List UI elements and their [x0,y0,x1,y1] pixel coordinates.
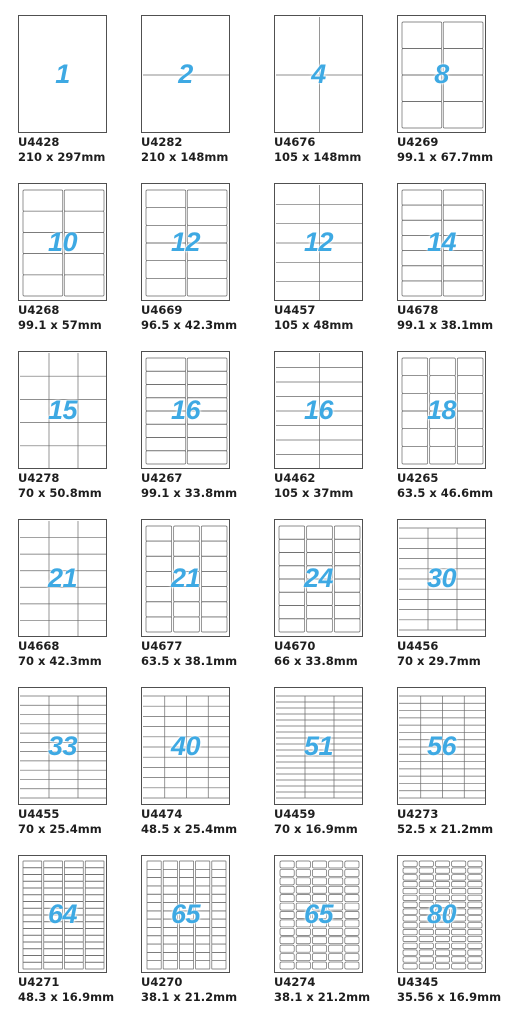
sheet-preview [274,855,363,973]
labels-per-sheet-count: 30 [426,562,457,593]
product-code: U4457 [274,303,316,317]
label-sheet-card[interactable] [16,687,136,855]
product-code: U4676 [274,135,316,149]
label-sheet-card[interactable] [395,351,515,519]
sheet-preview [397,15,486,133]
product-code: U4668 [18,639,60,653]
labels-per-sheet-count: 24 [303,562,334,593]
label-dimensions: 48.5 x 25.4mm [141,822,238,836]
sheet-preview [274,687,363,805]
label-dimensions: 105 x 148mm [274,150,362,164]
labels-per-sheet-count: 14 [426,226,457,257]
label-dimensions: 105 x 48mm [274,318,354,332]
labels-per-sheet-count: 10 [47,226,78,257]
product-code: U4267 [141,471,183,485]
label-dimensions: 48.3 x 16.9mm [18,990,115,1004]
sheet-preview [18,519,107,637]
product-code: U4345 [397,975,439,989]
sheet-preview [397,855,486,973]
labels-per-sheet-count: 12 [303,226,334,257]
label-sheet-card[interactable] [16,519,136,687]
product-code: U4459 [274,807,316,821]
label-dimensions: 210 x 297mm [18,150,106,164]
labels-per-sheet-count: 21 [170,562,201,593]
label-dimensions: 70 x 50.8mm [18,486,102,500]
sheet-preview [18,15,107,133]
label-dimensions: 38.1 x 21.2mm [274,990,371,1004]
labels-per-sheet-count: 80 [426,898,457,929]
sheet-preview [141,351,230,469]
product-code: U4268 [18,303,60,317]
label-sheet-card[interactable] [395,519,515,687]
sheet-preview [18,855,107,973]
product-code: U4455 [18,807,60,821]
sheet-preview [18,351,107,469]
sheet-preview [141,183,230,301]
labels-per-sheet-count: 51 [303,730,334,761]
product-code: U4274 [274,975,316,989]
sheet-preview [397,351,486,469]
label-sheet-card[interactable] [272,15,392,183]
product-code: U4677 [141,639,183,653]
label-dimensions: 99.1 x 57mm [18,318,102,332]
label-sheet-card[interactable] [395,855,515,1023]
labels-per-sheet-count: 16 [170,394,201,425]
label-sheet-card[interactable] [139,855,259,1023]
labels-per-sheet-count: 15 [47,394,78,425]
labels-per-sheet-count: 56 [426,730,457,761]
sheet-preview [397,183,486,301]
sheet-preview [141,15,230,133]
label-dimensions: 63.5 x 38.1mm [141,654,238,668]
product-code: U4265 [397,471,439,485]
label-sheet-card[interactable] [395,15,515,183]
product-code: U4670 [274,639,316,653]
sheet-preview [141,519,230,637]
label-sheet-card[interactable] [16,183,136,351]
labels-per-sheet-count: 65 [303,898,334,929]
labels-per-sheet-count: 2 [178,58,193,89]
label-dimensions: 70 x 42.3mm [18,654,102,668]
product-code: U4271 [18,975,60,989]
sheet-preview [18,183,107,301]
sheet-preview [397,687,486,805]
labels-per-sheet-count: 64 [47,898,78,929]
labels-per-sheet-count: 8 [434,58,449,89]
label-dimensions: 105 x 37mm [274,486,354,500]
label-sheet-card[interactable] [139,519,259,687]
product-code: U4273 [397,807,439,821]
sheet-preview [274,15,363,133]
label-sheet-card[interactable] [139,183,259,351]
product-code: U4278 [18,471,60,485]
sheet-preview [141,687,230,805]
labels-per-sheet-count: 40 [170,730,201,761]
labels-per-sheet-count: 33 [47,730,78,761]
product-code: U4270 [141,975,183,989]
label-sheet-card[interactable] [395,687,515,855]
product-code: U4428 [18,135,60,149]
label-dimensions: 38.1 x 21.2mm [141,990,238,1004]
product-code: U4474 [141,807,183,821]
label-sheet-card[interactable] [139,351,259,519]
label-dimensions: 35.56 x 16.9mm [397,990,502,1004]
labels-per-sheet-count: 21 [47,562,78,593]
product-code: U4456 [397,639,439,653]
sheet-preview [274,351,363,469]
label-dimensions: 70 x 25.4mm [18,822,102,836]
sheet-preview [18,687,107,805]
labels-per-sheet-count: 18 [426,394,457,425]
label-dimensions: 96.5 x 42.3mm [141,318,238,332]
label-sheet-card[interactable] [272,687,392,855]
label-dimensions: 210 x 148mm [141,150,229,164]
label-sheet-card[interactable] [272,351,392,519]
labels-per-sheet-count: 4 [311,58,326,89]
label-sheet-card[interactable] [272,519,392,687]
label-sheet-card[interactable] [16,855,136,1023]
label-sheet-card[interactable] [16,351,136,519]
product-code: U4282 [141,135,183,149]
labels-per-sheet-count: 1 [55,58,70,89]
product-code: U4669 [141,303,183,317]
label-sheet-card[interactable] [395,183,515,351]
sheet-preview [274,183,363,301]
product-code: U4678 [397,303,439,317]
label-dimensions: 66 x 33.8mm [274,654,358,668]
label-sheet-card[interactable] [272,183,392,351]
label-dimensions: 99.1 x 38.1mm [397,318,494,332]
label-dimensions: 70 x 29.7mm [397,654,481,668]
labels-per-sheet-count: 16 [303,394,334,425]
label-dimensions: 70 x 16.9mm [274,822,358,836]
label-dimensions: 52.5 x 21.2mm [397,822,494,836]
label-dimensions: 63.5 x 46.6mm [397,486,494,500]
product-code: U4269 [397,135,439,149]
sheet-preview [141,855,230,973]
label-dimensions: 99.1 x 67.7mm [397,150,494,164]
label-sheet-card[interactable] [139,687,259,855]
label-sheet-card[interactable] [272,855,392,1023]
sheet-preview [397,519,486,637]
label-sheet-card[interactable] [16,15,136,183]
labels-per-sheet-count: 12 [170,226,201,257]
label-dimensions: 99.1 x 33.8mm [141,486,238,500]
labels-per-sheet-count: 65 [170,898,201,929]
product-code: U4462 [274,471,316,485]
sheet-preview [274,519,363,637]
label-sheet-card[interactable] [139,15,259,183]
